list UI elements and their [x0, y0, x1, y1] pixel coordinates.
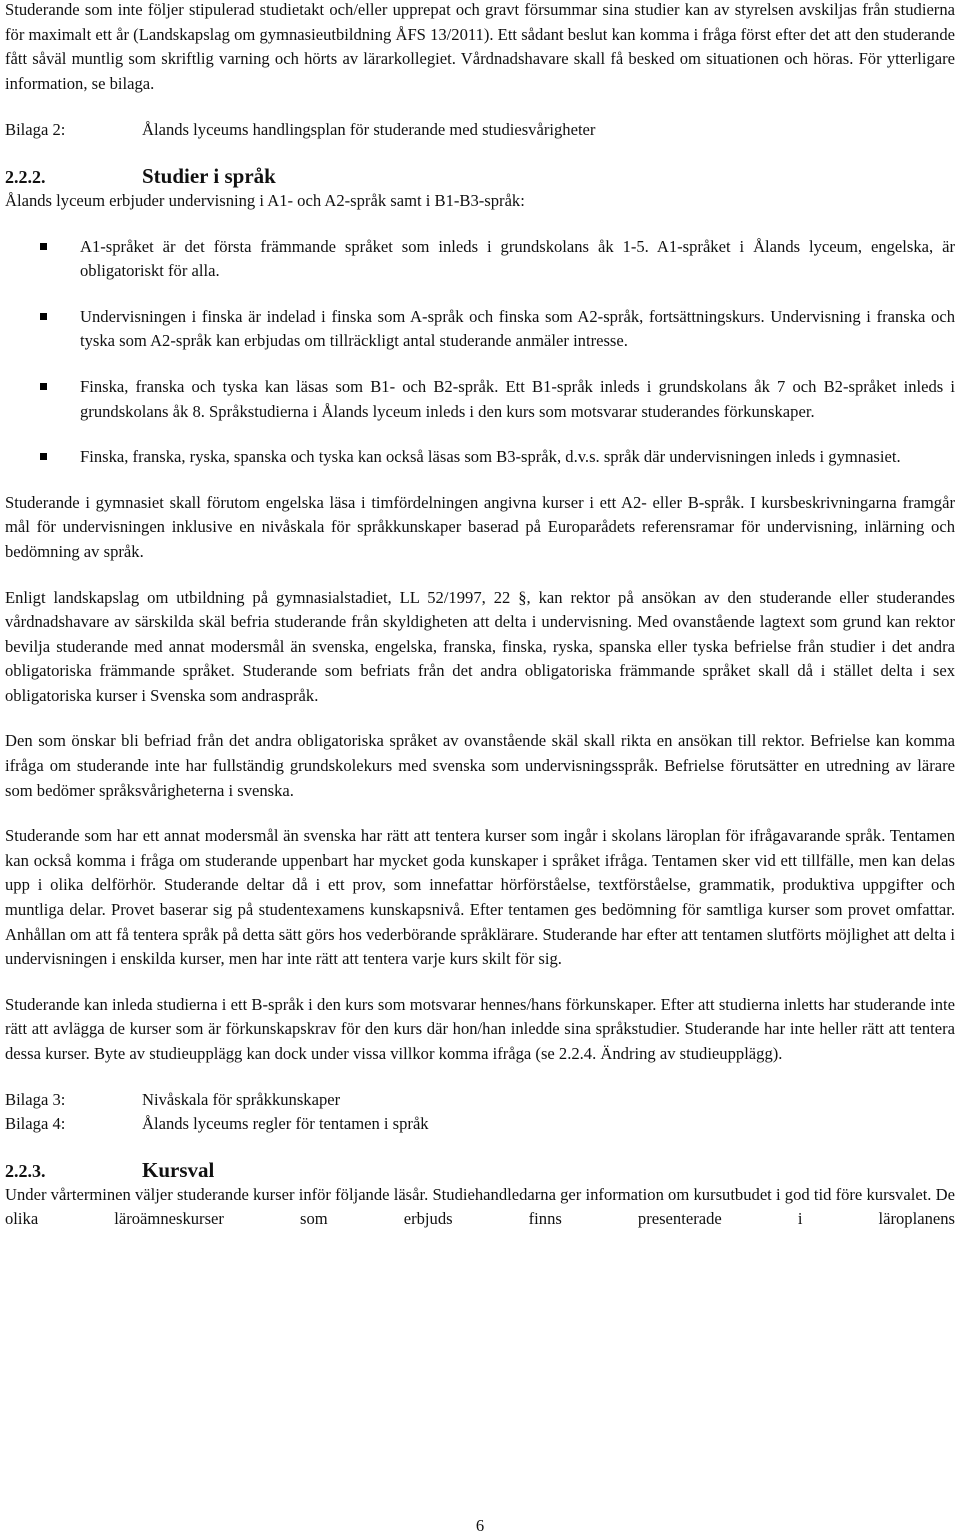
annex-label: Bilaga 2:	[5, 120, 66, 140]
paragraph: Enligt landskapslag om utbildning på gymnasialstadiet, LL 52/1997, 22 §, kan rektor på ansökan av den studerande eller studerandes vårdnadshavare av särskilda skäl befria studerande från skyldigheten att delta i undervisning. Med ovanstående lagtext som grund kan rektor bevilja studerande med annat modersmål än svenska, engelska, franska, finska, ryska, spanska eller tyska befrielse från studier i det andra obligatoriska främmande språket. Studerande som befriats från det andra obligatoriska främmande språket skall då i stället delta i sex obligatoriska kurser i Svenska som andraspråk.	[5, 587, 955, 705]
document-page	[5, 0, 955, 1232]
list-item-text: Undervisningen i finska är indelad i finska som A-språk och finska som A2-språk, fortsättningskurs. Undervisning i franska och tyska som A2-språk kan erbjudas om tillräckligt antal studerande anmäler intresse.	[80, 306, 955, 351]
annex-label: Bilaga 4:	[5, 1114, 66, 1134]
annex-title: Nivåskala för språkkunskaper	[142, 1089, 341, 1109]
section-title: Studier i språk	[142, 163, 276, 188]
language-list	[5, 235, 955, 470]
section-text: Under vårterminen väljer studerande kurser inför följande läsår. Studiehandledarna ger information om kursutbudet i god tid före kursvalet. De olika läroämneskurser som erbjuds finns presenterade i läroplanens	[5, 1184, 955, 1229]
list-item-text: Finska, franska och tyska kan läsas som B1- och B2-språk. Ett B1-språk inleds i grundskolans åk 7 och B2-språket inleds i grundskolans åk 8. Språkstudierna i Ålands lyceum inleds i den kurs som motsvarar studerandes förkunskaper.	[80, 376, 955, 421]
list-item-text: A1-språket är det första främmande språket som inleds i grundskolans åk 1-5. A1-språket i Ålands lyceum, engelska, är obligatoriskt för alla.	[80, 236, 955, 281]
annex-title: Ålands lyceums handlingsplan för studerande med studiesvårigheter	[142, 120, 596, 140]
paragraph: Den som önskar bli befriad från det andra obligatoriska språket av ovanstående skäl skall rikta en ansökan till rektor. Befrielse kan komma ifråga om studerande inte har fullständig grundskolekurs med svenska som undervisningsspråk. Befrielse förutsätter en utredning av lärare som bedömer språksvårigheterna i svenska.	[5, 731, 955, 800]
square-bullet-icon	[40, 383, 47, 390]
paragraph: Studerande kan inleda studierna i ett B-språk i den kurs som motsvarar hennes/hans förkunskaper. Efter att studierna inletts har studerande inte rätt att avlägga de kurser som är förkunskapskrav för den kurs där hon/han inledde sina språkstudier. Studerande har inte heller rätt att tentera dessa kurser. Byte av studieupplägg kan dock under vissa villkor komma ifråga (se 2.2.4. Ändring av studieupplägg).	[5, 994, 955, 1063]
section-number: 2.2.3.	[5, 1160, 46, 1181]
section-lead: Ålands lyceum erbjuder undervisning i A1- och A2-språk samt i B1-B3-språk:	[5, 190, 525, 210]
annex-label: Bilaga 3:	[5, 1089, 66, 1109]
list-item	[5, 375, 955, 424]
page-number: 6	[475, 1516, 485, 1535]
list-item-text: Finska, franska, ryska, spanska och tyska kan också läsas som B3-språk, d.v.s. språk där undervisningen inleds i gymnasiet.	[80, 447, 901, 467]
section-title: Kursval	[142, 1157, 215, 1182]
square-bullet-icon	[40, 453, 47, 460]
annex-3-reference	[5, 1088, 955, 1113]
paragraph: Studerande i gymnasiet skall förutom engelska läsa i timfördelningen angivna kurser i ett A2- eller B-språk. I kursbeskrivningarna framgår mål för undervisningen inklusive en nivåskala för språkkunskaper baserad på Europarådets referensramar för undervisning, inlärning och bedömning av språk.	[5, 492, 955, 561]
section-heading-2-2-2	[5, 164, 955, 189]
annex-2-reference	[5, 118, 955, 143]
intro-paragraph: Studerande som inte följer stipulerad studietakt och/eller upprepat och gravt försummar sina studier kan av styrelsen avskiljas från studierna för maximalt ett år (Landskapslag om gymnasieutbildning ÅFS 13/2011). Ett sådant beslut kan komma i fråga först efter det att den studerande fått såväl muntlig som skriftlig varning och hörts av lärarkollegiet. Vårdnadshavare skall få besked om situationen och höras. För ytterligare information, se bilaga.	[5, 0, 955, 93]
paragraph: Studerande som har ett annat modersmål än svenska har rätt att tentera kurser som ingår i skolans läroplan för ifrågavarande språk. Tentamen kan också komma i fråga om studerande uppenbart har mycket goda kunskaper i språket ifråga. Tentamen sker vid ett tillfälle, men kan delas upp i olika delförhör. Studerande deltar då i ett prov, som innefattar hörförståelse, textförståelse, grammatik, produktiva uppgifter och muntliga delar. Provet baserar sig på studentexamens kunskapsnivå. Efter tentamen ges bedömning för samtliga kurser som provet omfattar. Anhållan om att få tentera språk på detta sätt görs hos vederbörande språklärare. Studerande har efter att tentamen slutförts möjlighet att delta i undervisningen i enskilda kurser, men har inte rätt att tentera varje kurs skilt för sig.	[5, 826, 955, 969]
list-item	[5, 445, 955, 470]
square-bullet-icon	[40, 243, 47, 250]
section-number: 2.2.2.	[5, 166, 46, 187]
square-bullet-icon	[40, 313, 47, 320]
section-heading-2-2-3	[5, 1158, 955, 1183]
annex-4-reference	[5, 1112, 955, 1137]
annex-title: Ålands lyceums regler för tentamen i språk	[142, 1114, 429, 1134]
list-item	[5, 305, 955, 354]
list-item	[5, 235, 955, 284]
